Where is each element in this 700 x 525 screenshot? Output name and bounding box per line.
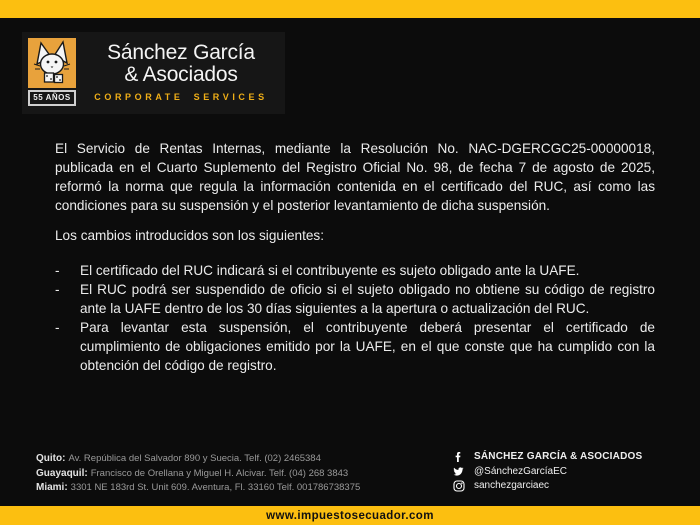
social-links: [452, 450, 642, 494]
cat-logo-icon: [28, 38, 76, 88]
list-item: [55, 261, 655, 280]
office-city-label: Quito:: [36, 453, 66, 464]
website-link[interactable]: www.impuestosecuador.com: [266, 510, 434, 522]
anniversary-badge: 55 AÑOS: [28, 90, 76, 106]
brand-name-line2: & Asociados: [124, 63, 238, 86]
bullet-text: Para levantar esta suspensión, el contribuyente deberá presentar el certificado de cumplimiento de obligaciones emitido por la UAFE, en el que conste que ha cumplido con la obtención del código de registro.: [80, 320, 655, 373]
facebook-handle: SÁNCHEZ GARCÍA & ASOCIADOS: [474, 451, 643, 463]
changes-list: [55, 261, 655, 375]
changes-intro-line: Los cambios introducidos son los siguientes:: [55, 228, 325, 243]
bullet-dash: -: [55, 282, 60, 297]
twitter-handle: @SánchezGarcíaEC: [474, 465, 567, 477]
office-addresses: [36, 452, 360, 496]
instagram-handle: sanchezgarciaec: [474, 480, 550, 492]
list-item: [55, 280, 655, 318]
twitter-link[interactable]: [452, 465, 642, 480]
facebook-link[interactable]: [452, 450, 642, 465]
brand-name-block: [91, 38, 271, 102]
office-guayaquil: [36, 467, 360, 482]
logo-block: [28, 38, 78, 106]
bullet-text: El RUC podrá ser suspendido de oficio si el sujeto obligado no obtiene su código de registro ante la UAFE dentro de los 30 días siguientes a la apertura o actualización del RUC.: [80, 282, 655, 316]
instagram-link[interactable]: [452, 479, 642, 494]
announcement-body: [55, 139, 655, 375]
twitter-bird-icon: [452, 466, 465, 478]
top-accent-bar: [0, 0, 700, 18]
brand-tagline: CORPORATE SERVICES: [94, 92, 268, 102]
bullet-dash: -: [55, 320, 60, 335]
office-city-label: Miami:: [36, 482, 68, 493]
office-address: Av. República del Salvador 890 y Suecia. Telf. (02) 2465384: [68, 453, 321, 464]
website-bar: [0, 506, 700, 525]
office-quito: [36, 452, 360, 467]
office-city-label: Guayaquil:: [36, 467, 88, 479]
instagram-icon: [452, 480, 465, 492]
office-address: Francisco de Orellana y Miguel H. Alcivar. Telf. (04) 268 3843: [90, 467, 349, 479]
brand-header: [22, 32, 285, 114]
bullet-text: El certificado del RUC indicará si el contribuyente es sujeto obligado ante la UAFE.: [80, 263, 580, 278]
list-item: [55, 318, 655, 375]
bullet-dash: -: [55, 263, 60, 278]
intro-paragraph: El Servicio de Rentas Internas, mediante la Resolución No. NAC-DGERCGC25-00000018, publicada en el Cuarto Suplemento del Registro Oficial No. 98, de fecha 7 de agosto de 2025, reformó la norma que regula la información contenida en el certificado del RUC, así como las condiciones para su suspensión y el posterior levantamiento de dicha suspensión.: [55, 141, 655, 213]
facebook-icon: [452, 451, 465, 463]
office-address: 3301 NE 183rd St. Unit 609. Aventura, Fl. 33160 Telf. 001786738375: [70, 482, 361, 493]
office-miami: [36, 481, 360, 496]
brand-name-line1: Sánchez García: [107, 41, 255, 64]
